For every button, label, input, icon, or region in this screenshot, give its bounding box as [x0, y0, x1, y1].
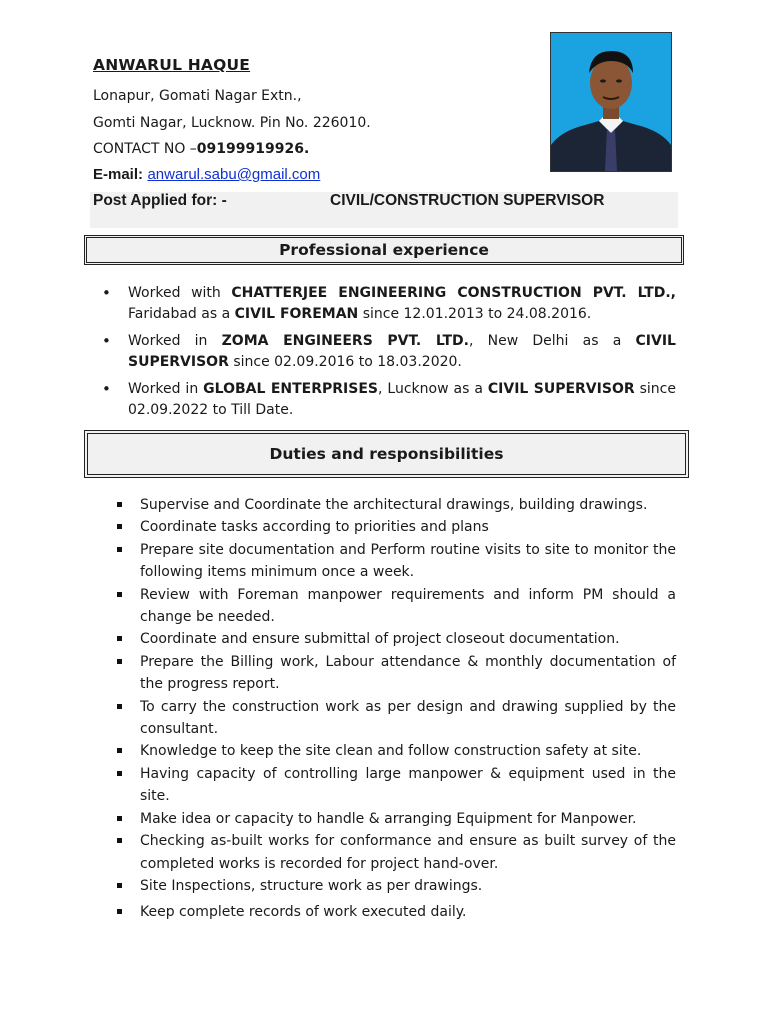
experience-item: • Worked with CHATTERJEE ENGINEERING CONSTRUCTION PVT. LTD., Faridabad as a CIVIL FOREMAN since 12.01.2013 to 24.08.2016. [100, 283, 676, 324]
duty-item: Coordinate and ensure submittal of project closeout documentation. [112, 628, 676, 650]
duty-item: Prepare the Billing work, Labour attendance & monthly documentation of the progress report. [112, 651, 676, 696]
post-applied-value: CIVIL/CONSTRUCTION SUPERVISOR [330, 192, 605, 209]
contact-number: 09199919926. [196, 141, 310, 157]
duty-item: To carry the construction work as per design and drawing supplied by the consultant. [112, 696, 676, 741]
experience-list [100, 283, 676, 427]
duties-list [112, 494, 676, 924]
duty-item: Keep complete records of work executed daily. [112, 901, 676, 923]
portrait-image [551, 33, 671, 171]
duty-item: Coordinate tasks according to priorities and plans [112, 516, 676, 538]
post-applied-label: Post Applied for: - [93, 192, 227, 209]
duty-item: Supervise and Coordinate the architectural drawings, building drawings. [112, 494, 676, 516]
email-label: E-mail: [93, 166, 144, 183]
profile-photo [550, 32, 672, 172]
email-line [93, 166, 320, 183]
duty-item: Knowledge to keep the site clean and follow construction safety at site. [112, 740, 676, 762]
address-line-1: Lonapur, Gomati Nagar Extn., [93, 88, 302, 104]
candidate-name: ANWARUL HAQUE [93, 56, 251, 74]
duty-item: Site Inspections, structure work as per drawings. [112, 875, 676, 897]
duty-item: Checking as-built works for conformance and ensure as built survey of the completed works is recorded for project hand-over. [112, 830, 676, 875]
duty-item: Review with Foreman manpower requirements and inform PM should a change be needed. [112, 584, 676, 629]
section-header-experience: Professional experience [84, 235, 684, 265]
experience-item: • Worked in ZOMA ENGINEERS PVT. LTD., New Delhi as a CIVIL SUPERVISOR since 02.09.2016 to 18.03.2020. [100, 331, 676, 372]
experience-item: • Worked in GLOBAL ENTERPRISES, Lucknow as a CIVIL SUPERVISOR since 02.09.2022 to Till Date. [100, 379, 676, 420]
address-line-2: Gomti Nagar, Lucknow. Pin No. 226010. [93, 115, 371, 131]
duty-item: Prepare site documentation and Perform routine visits to site to monitor the following items minimum once a week. [112, 539, 676, 584]
contact-label: CONTACT NO – [93, 141, 197, 157]
duty-item: Make idea or capacity to handle & arranging Equipment for Manpower. [112, 808, 676, 830]
contact-line [93, 141, 309, 157]
section-header-duties: Duties and responsibilities [84, 430, 689, 478]
email-link[interactable]: anwarul.sabu@gmail.com [147, 166, 321, 183]
duty-item: Having capacity of controlling large manpower & equipment used in the site. [112, 763, 676, 808]
